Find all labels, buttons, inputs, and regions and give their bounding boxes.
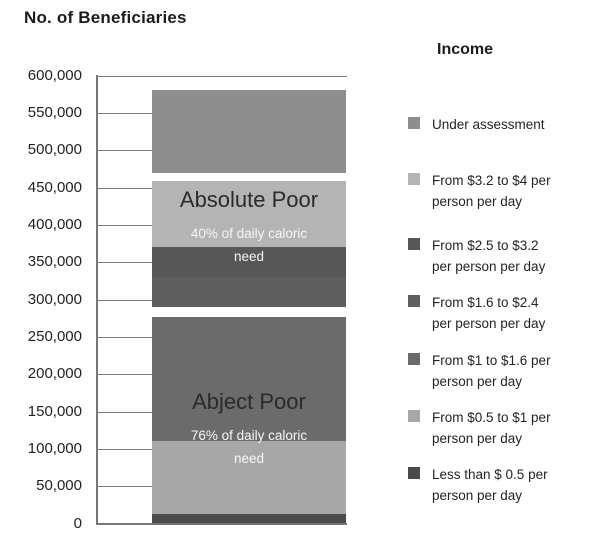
legend-label-line: per person per day <box>432 259 546 274</box>
annotation-abject-poor <box>152 388 346 470</box>
legend-label-line: person per day <box>432 194 523 209</box>
legend-label-line: From $0.5 to $1 per <box>432 410 551 425</box>
legend-swatch-icon <box>408 238 420 250</box>
ytick-label: 0 <box>73 514 82 532</box>
ytick-label: 550,000 <box>27 103 82 121</box>
legend-swatch-icon <box>408 410 420 422</box>
legend-label-line: From $3.2 to $4 per <box>432 173 551 188</box>
chart-title: No. of Beneficiaries <box>24 8 187 27</box>
ytick-label: 50,000 <box>36 477 82 495</box>
ytick-line <box>97 262 152 263</box>
bar-segment-income-less-than-0.5 <box>152 514 346 524</box>
legend-item-label <box>432 114 593 135</box>
legend-item-label <box>432 170 593 212</box>
ytick-line <box>97 486 152 487</box>
ytick-label: 150,000 <box>27 402 82 420</box>
legend-item-label <box>432 350 593 392</box>
annotation-subtitle <box>152 222 346 268</box>
annotation-absolute-poor <box>152 186 346 268</box>
legend-item <box>408 235 593 277</box>
legend-label-line: From $1 to $1.6 per <box>432 353 551 368</box>
annotation-title: Absolute Poor <box>179 187 319 212</box>
ytick-label: 300,000 <box>27 290 82 308</box>
ytick-label: 250,000 <box>27 327 82 345</box>
ytick-label: 500,000 <box>27 141 82 159</box>
legend-item <box>408 464 593 506</box>
ytick-line <box>97 412 152 413</box>
ytick-line <box>97 337 152 338</box>
legend-swatch-icon <box>408 173 420 185</box>
legend-label-line: person per day <box>432 374 523 389</box>
ytick-line <box>97 188 152 189</box>
legend-item-label <box>432 235 593 277</box>
bar-segment-under-assessment <box>152 90 346 172</box>
ytick-line <box>97 225 152 226</box>
ytick-label: 350,000 <box>27 253 82 271</box>
annotation-subtitle <box>152 424 346 470</box>
legend-item-label <box>432 464 593 506</box>
annotation-subtitle-line: 76% of daily caloric <box>190 427 308 443</box>
ytick-label: 450,000 <box>27 178 82 196</box>
legend-item <box>408 114 593 135</box>
legend-label-line: Under assessment <box>432 117 545 132</box>
legend-title: Income <box>437 41 494 58</box>
legend-item <box>408 407 593 449</box>
legend <box>408 0 598 542</box>
ytick-line <box>97 449 152 450</box>
legend-item <box>408 170 593 212</box>
legend-swatch-icon <box>408 117 420 129</box>
ytick-line <box>97 300 152 301</box>
ytick-line <box>97 524 152 525</box>
legend-item-label <box>432 407 593 449</box>
legend-label-line: From $1.6 to $2.4 <box>432 295 539 310</box>
annotation-subtitle-line: 40% of daily caloric <box>190 226 308 241</box>
legend-swatch-icon <box>408 295 420 307</box>
legend-swatch-icon <box>408 467 420 479</box>
legend-item-label <box>432 292 593 334</box>
legend-label-line: From $2.5 to $3.2 <box>432 238 539 253</box>
ytick-label: 100,000 <box>27 439 82 457</box>
annotation-subtitle-line: need <box>233 450 265 466</box>
ytick-label: 600,000 <box>27 66 82 84</box>
ytick-line <box>97 374 152 375</box>
annotation-title: Abject Poor <box>192 388 306 414</box>
legend-label-line: Less than $ 0.5 per <box>432 467 548 482</box>
legend-label-line: person per day <box>432 431 523 446</box>
legend-swatch-icon <box>408 353 420 365</box>
ytick-label: 400,000 <box>27 215 82 233</box>
ytick-line <box>97 113 152 114</box>
legend-label-line: person per day <box>432 488 523 503</box>
legend-item <box>408 350 593 392</box>
ytick-label: 200,000 <box>27 365 82 383</box>
ytick-line <box>97 76 347 77</box>
annotation-subtitle-line: need <box>233 249 265 264</box>
legend-item <box>408 292 593 334</box>
bar-segment-income-1.6-to-2.4 <box>152 277 346 307</box>
ytick-line <box>97 150 152 151</box>
legend-label-line: per person per day <box>432 316 546 331</box>
